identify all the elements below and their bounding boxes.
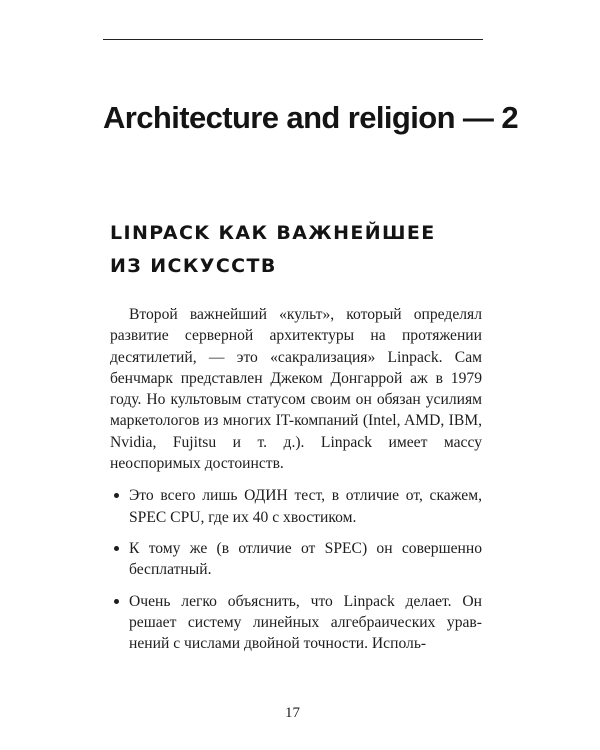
section-heading: LINPACK КАК ВАЖНЕЙШЕЕ ИЗ ИСКУССТВ: [110, 222, 436, 277]
bullet-dot-icon: [114, 493, 119, 498]
bullet-list: [110, 485, 482, 654]
page-number: 17: [285, 705, 300, 721]
bullet-dot-icon: [114, 599, 119, 604]
bullet-text: Очень легко объяснить, что Linpack делает. Он решает систему линейных алгебраических уравнений с числами двойной точности. Исполь-: [129, 592, 482, 653]
header-rule: [103, 39, 483, 40]
chapter-title: Architecture and religion — 2: [103, 100, 518, 135]
bullet-item: [110, 538, 482, 581]
bullet-item: [110, 591, 482, 655]
bullet-item: [110, 485, 482, 528]
bullet-text: Это всего лишь ОДИН тест, в отличие от, скажем, SPEC CPU, где их 40 с хвостиком.: [129, 487, 482, 526]
intro-paragraph: Второй важнейший «культ», который определял развитие серверной архитектуры на протяжении десятилетий, — это «сакрализация» Linpack. Сам бенчмарк представлен Джеком Донгаррой аж в 1979 году. Но культовым статусом своим он обязан усилиям маркетологов из многих IT-компаний (Intel, AMD, IBM, Nvidia, Fujitsu и т. д.). Linpack имеет массу неоспоримых достоинств.: [110, 306, 482, 473]
body-text: [110, 304, 482, 664]
bullet-dot-icon: [114, 546, 119, 551]
bullet-text: К тому же (в отличие от SPEC) он совершенно бесплатный.: [129, 539, 482, 579]
